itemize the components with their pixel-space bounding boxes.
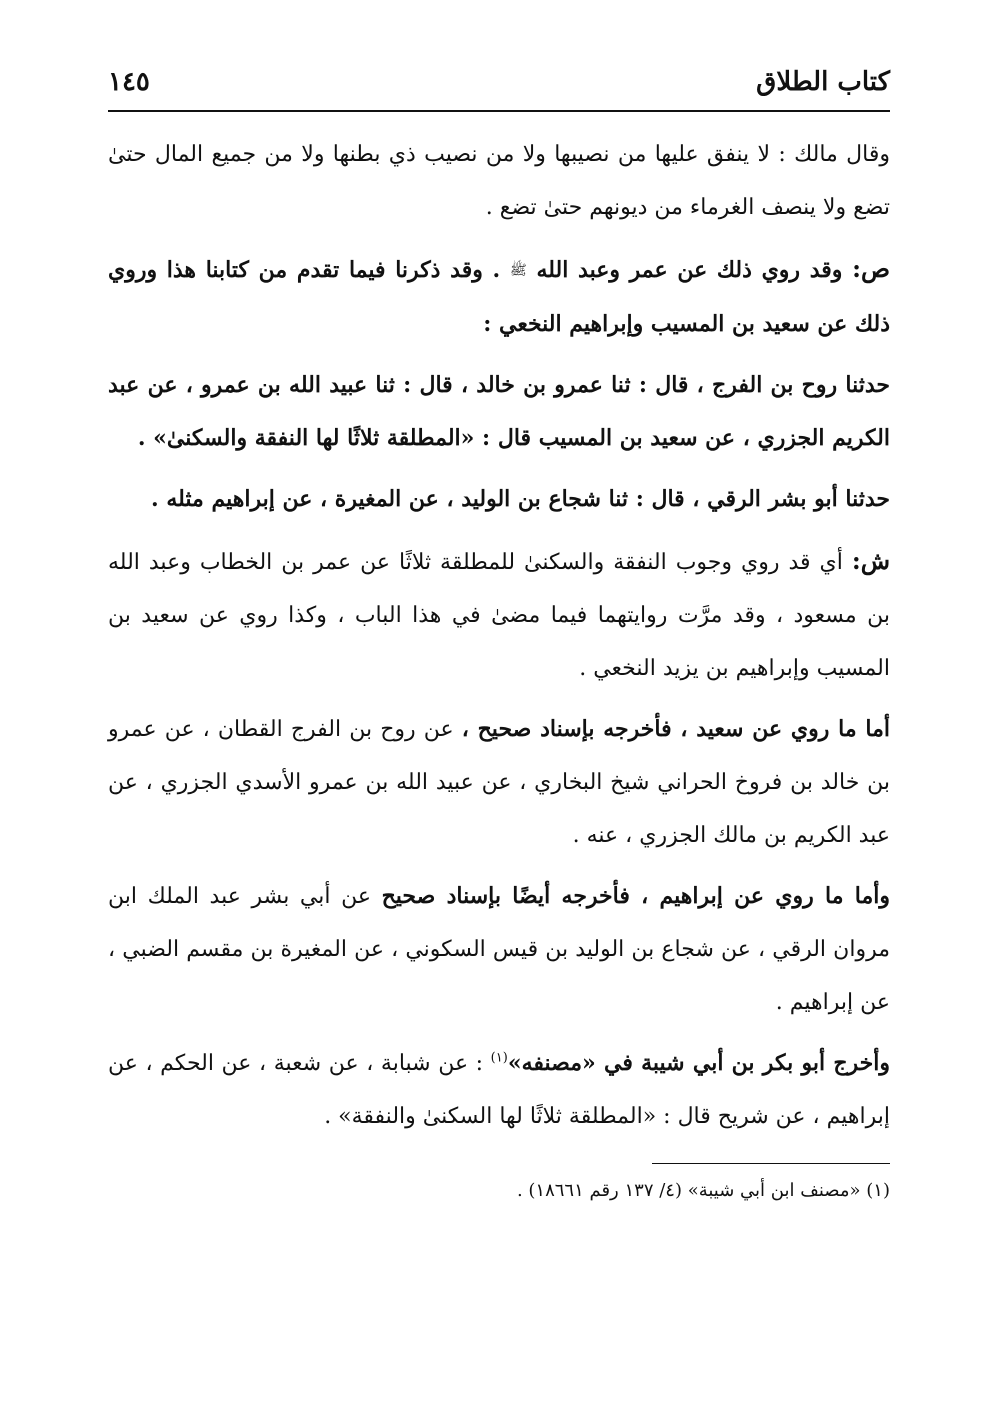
paragraph-text: . وقد ذكرنا فيما تقدم من كتابنا هذا وروي ذلك عن سعيد بن المسيب وإبراهيم النخعي : — [108, 257, 890, 337]
header-rule — [108, 110, 890, 112]
paragraph-ibrahim-chain — [108, 870, 890, 1029]
paragraph-text: : عن شبابة ، عن شعبة ، عن الحكم ، عن إبراهيم ، عن شريح قال : «المطلقة ثلاثًا لها السكنىٰ والنفقة» . — [108, 1050, 890, 1129]
paragraph-bold-lead: وأخرج أبو بكر بن أبي شيبة في «مصنفه» — [507, 1049, 891, 1076]
footnote-text: (١) «مصنف ابن أبي شيبة» (٤/ ١٣٧ رقم ١٨٦٦١) . — [516, 1179, 890, 1201]
honorific-glyph: ﷺ — [509, 262, 527, 279]
book-page — [108, 60, 890, 1350]
page-number: ١٤٥ — [108, 67, 150, 97]
paragraph-sad — [108, 242, 890, 351]
hadith-text: حدثنا روح بن الفرج ، قال : ثنا عمرو بن خالد ، قال : ثنا عبيد الله بن عمرو ، عن عبد الكريم الجزري ، عن سعيد بن المسيب قال : «المطلقة ثلاثًا لها النفقة والسكنىٰ» . — [108, 371, 890, 451]
chapter-title: كتاب الطلاق — [756, 67, 890, 97]
footnote-separator — [652, 1163, 890, 1164]
paragraph-text: وقال مالك : لا ينفق عليها من نصيبها ولا من نصيب ذي بطنها ولا من جميع المال حتىٰ تضع ولا ينصف الغرماء من ديونهم حتىٰ تضع . — [108, 142, 890, 220]
footnote-reference[interactable]: (١) — [490, 1050, 508, 1066]
paragraph-text: أي قد روي وجوب النفقة والسكنىٰ للمطلقة ثلاثًا عن عمر بن الخطاب وعبد الله بن مسعود ، وقد مرَّت روايتهما فيما مضىٰ في هذا الباب ، وكذا روي عن سعيد بن المسيب وإبراهيم بن يزيد النخعي . — [108, 549, 890, 681]
paragraph-sharh — [108, 534, 890, 695]
paragraph-said-chain — [108, 703, 890, 862]
paragraph-malik — [108, 128, 890, 234]
hadith-text: حدثنا أبو بشر الرقي ، قال : ثنا شجاع بن الوليد ، عن المغيرة ، عن إبراهيم مثله . — [151, 485, 890, 512]
hadith-abu-bishr — [108, 473, 890, 526]
shin-marker: ش: — [851, 545, 890, 575]
page-header — [108, 60, 890, 104]
paragraph-text: عن روح بن الفرج القطان ، عن عمرو بن خالد بن فروخ الحراني شيخ البخاري ، عن عبيد الله بن عمرو الأسدي الجزري ، عن عبد الكريم بن مالك الجزري ، عنه . — [108, 716, 890, 848]
paragraph-bold-lead: أما ما روي عن سعيد ، فأخرجه بإسناد صحيح ، — [461, 715, 890, 742]
paragraph-text: وقد روي ذلك عن عمر وعبد الله — [536, 257, 843, 283]
paragraph-bold-lead: وأما ما روي عن إبراهيم ، فأخرجه أيضًا بإسناد صحيح — [381, 882, 890, 909]
paragraph-ibn-abi-shaybah — [108, 1037, 890, 1143]
sad-marker: ص: — [852, 254, 890, 283]
paragraph-text: عن أبي بشر عبد الملك ابن مروان الرقي ، عن شجاع بن الوليد بن قيس السكوني ، عن المغيرة بن مقسم الضبي ، عن إبراهيم . — [108, 883, 890, 1015]
hadith-rawh — [108, 359, 890, 465]
footnote — [108, 1176, 890, 1206]
